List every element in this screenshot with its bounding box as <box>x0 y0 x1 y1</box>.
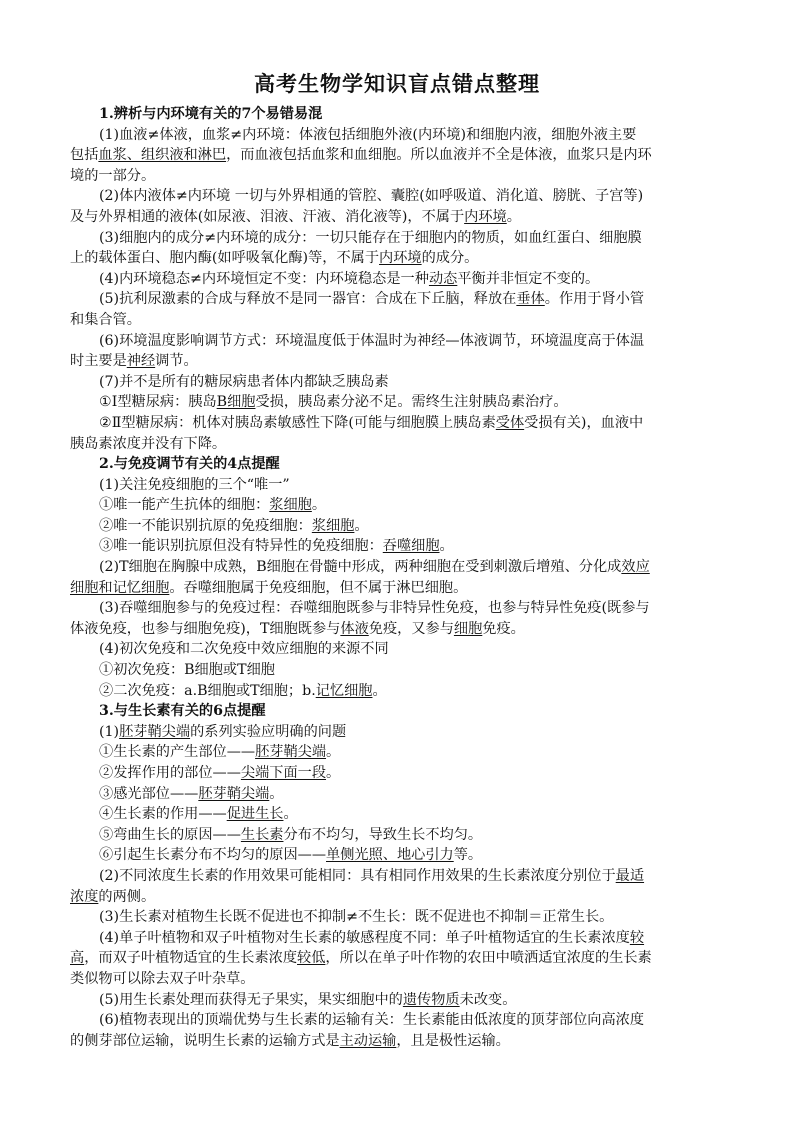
text-segment: 平衡并非恒定不变的。 <box>457 270 600 287</box>
text-segment: 包括 <box>70 147 99 164</box>
text-segment: 2.与免疫调节有关的4点提醒 <box>99 456 280 473</box>
text-segment: 。 <box>283 806 298 823</box>
text-segment: 调节。 <box>155 353 198 370</box>
underlined-term: 内环境 <box>379 250 422 267</box>
text-segment: 和集合管。 <box>70 311 141 328</box>
text-segment: 的侧芽部位运输，说明生长素的运输方式是 <box>70 1032 340 1049</box>
text-segment: (2)T细胞在胸腺中成熟，B细胞在骨髓中形成，两种细胞在受到刺激后增殖、分化成 <box>99 559 622 576</box>
underlined-term: 尖端下面一段 <box>240 765 327 781</box>
underlined-term: 胚芽鞘尖端 <box>119 723 191 740</box>
underlined-term: 细胞和记忆细胞 <box>70 579 170 596</box>
text-segment: 免疫。 <box>482 620 525 637</box>
underlined-term: 单侧光照、地心引力 <box>326 847 454 864</box>
text-segment: ，而双子叶植物适宜的生长素浓度 <box>84 950 298 967</box>
text-segment: 免疫，又参与 <box>368 620 454 637</box>
underlined-term: 浆细胞 <box>311 517 355 534</box>
text-segment: ⑤弯曲生长的原因—— <box>99 826 241 843</box>
text-segment: 未改变。 <box>459 991 517 1008</box>
text-segment: ④生长素的作用—— <box>99 806 227 823</box>
text-segment: (5)抗利尿激素的合成与释放不是同一器官：合成在下丘脑，释放在 <box>99 291 517 308</box>
text-line <box>70 269 724 290</box>
text-segment: (1) <box>99 723 120 740</box>
text-segment: (2)体内液体≠内环境 一切与外界相通的管腔、囊腔(如呼吸道、消化道、膀胱、子宫等) <box>99 188 644 205</box>
underlined-term: 内环境 <box>464 208 507 225</box>
underlined-term: 动态 <box>428 270 458 287</box>
text-segment: ②Ⅱ型糖尿病：机体对胰岛素敏感性下降(可能与细胞膜上胰岛素 <box>99 414 496 431</box>
text-segment: 胰岛素浓度并没有下降。 <box>70 435 227 452</box>
text-segment: 的系列实验应明确的问题 <box>190 723 347 740</box>
underlined-term: 浆细胞 <box>269 497 312 514</box>
underlined-term: 浓度 <box>70 888 99 905</box>
underlined-term: 胚芽鞘尖端 <box>198 785 270 802</box>
text-segment: ⑥引起生长素分布不均匀的原因—— <box>99 847 327 864</box>
text-segment: 的成分。 <box>421 250 479 267</box>
text-line <box>70 907 724 928</box>
underlined-term: 促进生长 <box>226 806 284 823</box>
underlined-term: 吞噬细胞 <box>382 538 440 555</box>
text-line <box>70 331 724 352</box>
section-heading <box>70 701 724 722</box>
text-line <box>70 639 724 660</box>
text-line <box>70 248 724 269</box>
text-segment: (2)不同浓度生长素的作用效果可能相同：具有相同作用效果的生长素浓度分别位于 <box>99 867 616 884</box>
underlined-term: 胚芽鞘尖端 <box>255 744 327 761</box>
text-segment: 等。 <box>453 847 483 864</box>
text-line <box>70 948 724 969</box>
document-title: 高考生物学知识盲点错点整理 <box>254 71 540 96</box>
text-line <box>70 392 724 413</box>
text-segment: 分布不均匀，导致生长不均匀。 <box>283 826 483 843</box>
text-line <box>70 866 724 887</box>
underlined-term: 记忆细胞 <box>315 682 373 699</box>
text-segment: 上的载体蛋白、胞内酶(如呼吸氧化酶)等，不属于 <box>70 250 380 267</box>
text-segment: ②二次免疫：a.B细胞或T细胞；b. <box>99 682 316 699</box>
text-line <box>70 990 724 1011</box>
text-line <box>70 434 724 455</box>
text-segment: ②唯一不能识别抗原的免疫细胞： <box>99 517 312 534</box>
text-segment: 体液免疫，也参与细胞免疫)，T细胞既参与 <box>70 620 341 637</box>
text-line <box>70 763 724 784</box>
text-line <box>70 186 724 207</box>
text-line <box>70 228 724 249</box>
text-line <box>70 475 724 496</box>
text-line <box>70 125 724 146</box>
underlined-term: 血浆、组织液和淋巴 <box>98 147 227 164</box>
text-segment: (3)生长素对植物生长既不促进也不抑制≠不生长：既不促进也不抑制＝正常生长。 <box>99 909 614 926</box>
text-segment: 境的一部分。 <box>70 167 156 184</box>
text-segment: ①初次免疫：B细胞或T细胞 <box>99 662 275 679</box>
text-line <box>70 310 724 331</box>
text-segment: ③感光部位—— <box>99 785 199 802</box>
text-segment: (3)细胞内的成分≠内环境的成分：一切只能存在于细胞内的物质，如血红蛋白、细胞膜 <box>99 229 642 246</box>
text-line <box>70 495 724 516</box>
text-segment: (5)用生长素处理而获得无子果实，果实细胞中的 <box>99 991 403 1008</box>
document-body <box>70 104 724 1051</box>
text-segment: (4)内环境稳态≠内环境恒定不变：内环境稳态是一种 <box>99 270 429 287</box>
text-segment: ，且是极性运输。 <box>396 1032 510 1049</box>
text-segment: ②发挥作用的部位—— <box>99 765 241 781</box>
text-segment: 时主要是 <box>70 353 127 370</box>
text-line <box>70 928 724 949</box>
underlined-term: 体液 <box>340 620 369 637</box>
underlined-term: 垂体 <box>516 291 545 308</box>
text-line <box>70 1031 724 1052</box>
text-segment: ，所以在单子叶作物的农田中喷洒适宜浓度的生长素 <box>325 950 652 967</box>
text-segment: 。 <box>326 765 341 781</box>
text-line <box>70 1010 724 1031</box>
text-segment: 。 <box>506 208 521 225</box>
text-segment: 。 <box>311 497 327 514</box>
section-heading <box>70 104 724 125</box>
text-segment: (1)血液≠体液，血浆≠内环境：体液包括细胞外液(内环境)和细胞内液，细胞外液主要 <box>99 126 637 143</box>
text-segment: (6)植物表现出的顶端优势与生长素的运输有关：生长素能由低浓度的顶芽部位向高浓度 <box>99 1012 645 1029</box>
text-line <box>70 681 724 702</box>
text-segment: (1)关注免疫细胞的三个“唯一” <box>99 476 290 493</box>
text-segment: 1.辨析与内环境有关的7个易错易混 <box>99 106 323 122</box>
text-line <box>70 351 724 372</box>
text-line <box>70 413 724 434</box>
text-segment: (6)环境温度影响调节方式：环境温度低于体温时为神经—体液调节，环境温度高于体温 <box>99 332 645 349</box>
text-segment: (4)单子叶植物和双子叶植物对生长素的敏感程度不同：单子叶植物适宜的生长素浓度 <box>99 929 630 946</box>
text-segment: ①唯一能产生抗体的细胞： <box>99 497 270 514</box>
text-segment: (7)并不是所有的糖尿病患者体内都缺乏胰岛素 <box>99 373 389 390</box>
text-segment: 。 <box>326 744 341 761</box>
underlined-term: 效应 <box>621 559 650 576</box>
text-line <box>70 804 724 825</box>
text-segment: 。吞噬细胞属于免疫细胞，但不属于淋巴细胞。 <box>169 579 468 596</box>
text-line <box>70 660 724 681</box>
underlined-term: 较 <box>629 929 645 946</box>
text-segment: 。 <box>372 682 387 699</box>
underlined-term: 细胞 <box>453 620 483 637</box>
text-segment: (4)初次免疫和二次免疫中效应细胞的来源不同 <box>99 641 389 658</box>
text-line <box>70 372 724 393</box>
text-segment: 。 <box>354 517 369 534</box>
underlined-term: B细胞 <box>216 394 256 411</box>
underlined-term: 受体 <box>495 414 525 431</box>
text-line <box>70 784 724 805</box>
text-line <box>70 619 724 640</box>
text-line <box>70 845 724 866</box>
text-line <box>70 557 724 578</box>
document-page <box>70 68 724 1051</box>
text-line <box>70 887 724 908</box>
text-line <box>70 516 724 537</box>
text-line <box>70 598 724 619</box>
text-segment: 。 <box>439 538 454 555</box>
underlined-term: 较低 <box>297 950 326 967</box>
text-segment: 及与外界相通的液体(如尿液、泪液、汗液、消化液等)，不属于 <box>70 208 465 225</box>
text-line <box>70 207 724 228</box>
text-segment: ，而血液包括血浆和血细胞。所以血液并不全是体液，血浆只是内环 <box>226 147 652 164</box>
section-heading <box>70 454 724 475</box>
text-line <box>70 722 724 743</box>
text-line <box>70 742 724 763</box>
text-segment: 3.与生长素有关的6点提醒 <box>99 703 266 720</box>
text-line <box>70 825 724 846</box>
text-line <box>70 578 724 599</box>
text-segment: ①生长素的产生部位—— <box>99 744 256 761</box>
underlined-term: 高 <box>70 950 85 967</box>
text-segment: ③唯一能识别抗原但没有特异性的免疫细胞： <box>99 538 383 555</box>
text-segment: 类似物可以除去双子叶杂草。 <box>70 970 255 987</box>
text-line <box>70 166 724 187</box>
underlined-term: 神经 <box>126 353 156 370</box>
text-segment: 。作用于肾小管 <box>544 291 645 308</box>
underlined-term: 遗传物质 <box>402 991 460 1008</box>
underlined-term: 生长素 <box>240 826 284 843</box>
text-segment: 。 <box>269 785 284 802</box>
text-segment: 的两侧。 <box>98 888 156 905</box>
text-line <box>70 536 724 557</box>
text-line <box>70 289 724 310</box>
underlined-term: 最适 <box>615 867 645 884</box>
text-segment: 受损，胰岛素分泌不足。需终生注射胰岛素治疗。 <box>255 394 568 411</box>
text-line <box>70 969 724 990</box>
text-segment: (3)吞噬细胞参与的免疫过程：吞噬细胞既参与非特异性免疫，也参与特异性免疫(既参与 <box>99 600 650 617</box>
text-segment: ①Ⅰ型糖尿病：胰岛 <box>99 394 217 411</box>
text-segment: 受损有关)，血液中 <box>524 414 644 431</box>
text-line <box>70 145 724 166</box>
underlined-term: 主动运输 <box>339 1032 397 1049</box>
